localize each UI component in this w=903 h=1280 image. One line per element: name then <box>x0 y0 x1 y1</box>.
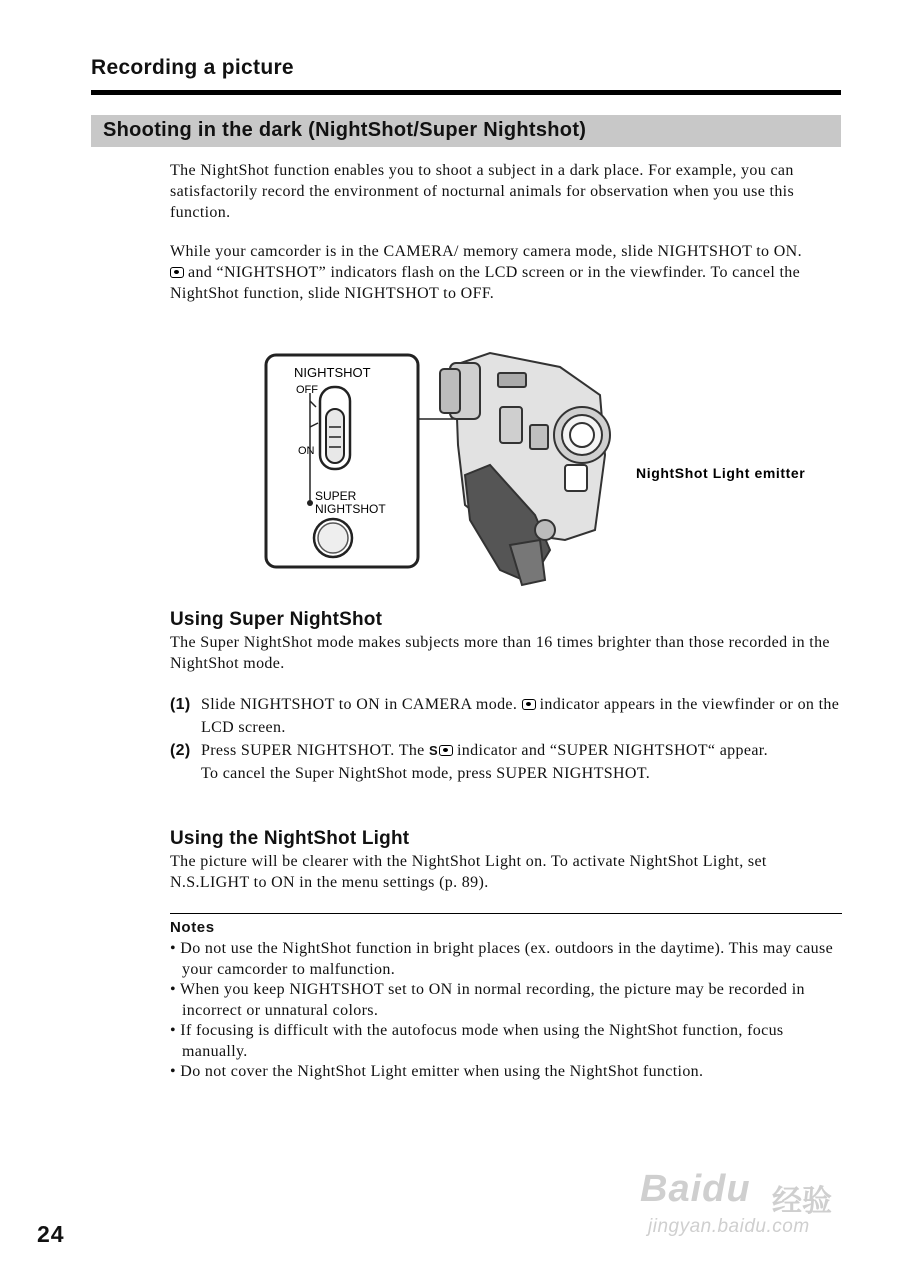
step-2-number: (2) <box>170 742 191 759</box>
note-item: • When you keep NIGHTSHOT set to ON in normal recording, the picture may be recorded in incorrect or unnatural colors. <box>170 981 805 1019</box>
step-1 <box>170 693 842 739</box>
off-label: OFF <box>296 384 318 396</box>
intro-text-3-line <box>170 262 842 304</box>
intro-paragraph-1 <box>170 160 842 223</box>
watermark-logo: Baidu <box>640 1168 751 1210</box>
notes-title: Notes <box>170 919 215 936</box>
note-item: • If focusing is difficult with the autofocus mode when using the NightShot function, focus manually. <box>170 1022 784 1060</box>
step-2-text-b: indicator and “SUPER NIGHTSHOT“ appear. <box>457 742 768 759</box>
intro-text-2: While your camcorder is in the CAMERA/ memory camera mode, slide NIGHTSHOT to ON. <box>170 243 802 260</box>
intro-text-3: and “NIGHTSHOT” indicators flash on the LCD screen or in the viewfinder. To cancel the NightShot function, slide NIGHTSHOT to OFF. <box>170 264 801 302</box>
nightshot-indicator-icon <box>170 267 184 278</box>
notes-rule <box>170 913 842 914</box>
step-1-number: (1) <box>170 696 191 713</box>
step-2-text-c: To cancel the Super NightShot mode, press SUPER NIGHTSHOT. <box>201 765 651 782</box>
watermark <box>640 1150 870 1245</box>
subsection-title: Shooting in the dark (NightShot/Super Nightshot) <box>103 119 587 141</box>
step-2-body <box>201 739 842 785</box>
nightshot-light-text: The picture will be clearer with the NightShot Light on. To activate NightShot Light, set N.S.LIGHT to ON in the menu settings (p. 89). <box>170 853 767 891</box>
super-nightshot-indicator-letter: S <box>428 743 439 758</box>
camcorder-body <box>440 353 610 585</box>
note-item: • Do not cover the NightShot Light emitter when using the NightShot function. <box>170 1063 704 1080</box>
step-2-text-a: Press SUPER NIGHTSHOT. The <box>201 742 425 759</box>
step-2 <box>170 739 842 785</box>
super-nightshot-indicator-icon <box>439 745 453 756</box>
super-label-1: SUPER <box>315 489 357 503</box>
page-number: 24 <box>37 1221 65 1247</box>
on-label: ON <box>298 445 315 457</box>
watermark-cn: 经验 <box>772 1185 832 1218</box>
intro-text-1: The NightShot function enables you to shoot a subject in a dark place. For example, you can satisfactorily record the environment of nocturnal animals for observation when you use this function. <box>170 162 795 221</box>
intro-paragraph-2 <box>170 241 842 304</box>
watermark-url: jingyan.baidu.com <box>648 1216 810 1237</box>
nightshot-indicator-icon <box>522 699 536 710</box>
section-header: Recording a picture <box>91 56 294 79</box>
notes-list <box>170 939 842 1083</box>
slide-knob <box>326 409 344 463</box>
camcorder-illustration <box>260 345 850 595</box>
subsection-bar <box>91 115 841 147</box>
header-rule <box>91 90 841 95</box>
step-1-text-b: indicator appears in the viewfinder or on the LCD screen. <box>201 696 840 736</box>
super-label-2: NIGHTSHOT <box>315 502 386 516</box>
step-1-body <box>201 693 842 739</box>
super-nightshot-heading: Using Super NightShot <box>170 609 383 630</box>
super-nightshot-text: The Super NightShot mode makes subjects more than 16 times brighter than those recorded in the NightShot mode. <box>170 634 830 672</box>
emitter-callout: NightShot Light emitter <box>636 465 806 481</box>
note-item: • Do not use the NightShot function in bright places (ex. outdoors in the daytime). This may cause your camcorder to malfunction. <box>170 940 834 978</box>
nightshot-light-heading: Using the NightShot Light <box>170 828 410 849</box>
camcorder-diagram <box>260 345 850 595</box>
nightshot-switch-label: NIGHTSHOT <box>294 365 371 380</box>
step-1-text-a: Slide NIGHTSHOT to ON in CAMERA mode. <box>201 696 518 713</box>
